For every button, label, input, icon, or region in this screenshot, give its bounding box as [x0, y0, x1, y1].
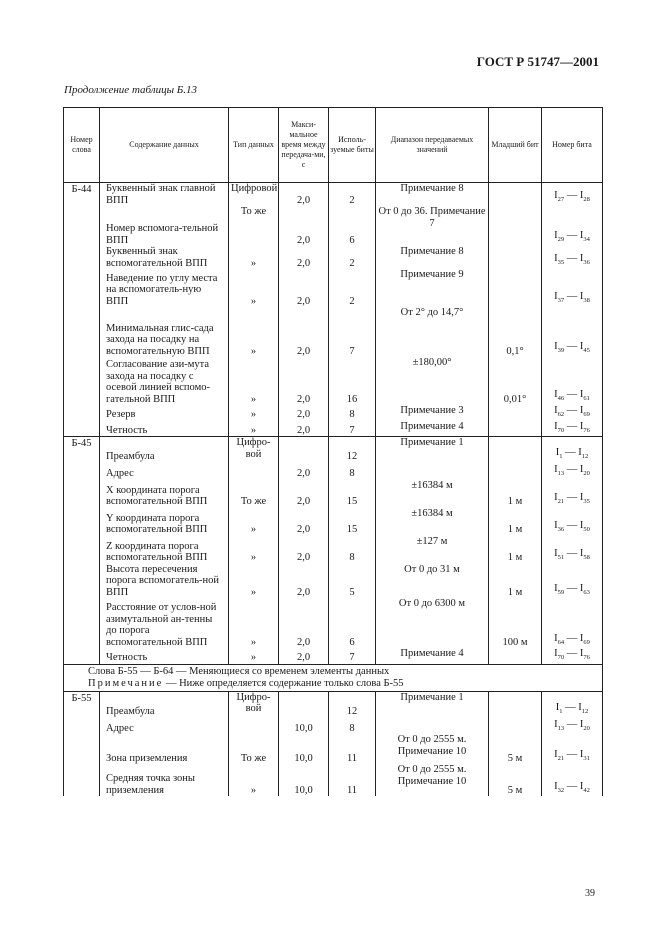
bit-numbers [542, 564, 603, 599]
bit-range: $I_{27}$ — $I_{28}$ [554, 190, 590, 204]
bit-end: 20 [583, 470, 590, 478]
data-type: » [229, 508, 279, 536]
max-interval: 10,0 [279, 734, 329, 764]
used-bits: 7 [329, 421, 376, 437]
data-content: Согласование ази-мута захода на посадку с осевой линией вспомо-гательной ВПП [100, 357, 229, 405]
bit-range: $I_{37}$ — $I_{38}$ [554, 291, 590, 305]
max-interval: 10,0 [279, 764, 329, 796]
data-content: Наведение по углу места на вспомогатель-ную ВПП [100, 269, 229, 307]
header-content: Содержание данных [100, 108, 229, 183]
used-bits: 8 [329, 536, 376, 564]
table-row [64, 648, 603, 664]
max-interval: 2,0 [279, 508, 329, 536]
data-type: То же [229, 734, 279, 764]
least-significant-bit: 1 м [489, 480, 542, 508]
data-type: » [229, 405, 279, 421]
bit-end: 50 [583, 526, 590, 534]
data-content: Резерв [100, 405, 229, 421]
bit-start: 70 [557, 654, 565, 662]
used-bits: 8 [329, 717, 376, 734]
data-type: » [229, 598, 279, 648]
bit-start: 21 [557, 754, 565, 762]
data-content: Номер вспомога-тельной ВПП [100, 206, 229, 246]
max-interval: 2,0 [279, 648, 329, 664]
max-interval: 2,0 [279, 246, 329, 269]
data-type [229, 717, 279, 734]
least-significant-bit [489, 648, 542, 664]
table-row [64, 405, 603, 421]
bit-start: 37 [557, 297, 565, 305]
data-content: Минимальная глис-сада захода на посадку на вспомогательную ВПП [100, 307, 229, 357]
table-row [64, 463, 603, 480]
least-significant-bit: 0,1° [489, 307, 542, 357]
bit-start: 29 [557, 236, 565, 244]
least-significant-bit: 1 м [489, 508, 542, 536]
used-bits: 5 [329, 564, 376, 599]
data-type: » [229, 269, 279, 307]
bit-range: $I_{64}$ — $I_{69}$ [554, 632, 590, 646]
value-range: От 0 до 6300 м [376, 598, 489, 648]
value-range: От 0 до 31 м [376, 564, 489, 599]
used-bits: 8 [329, 463, 376, 480]
value-range: Примечание 1 [376, 437, 489, 463]
table-row [64, 246, 603, 269]
max-interval: 2,0 [279, 564, 329, 599]
bit-start: 70 [557, 426, 565, 434]
data-content: Средняя точка зоны приземления [100, 764, 229, 796]
bit-end: 28 [583, 196, 590, 204]
max-interval [279, 437, 329, 463]
bit-numbers [542, 463, 603, 480]
value-range: ±127 м [376, 536, 489, 564]
bit-start: 59 [557, 588, 565, 596]
least-significant-bit: 0,01° [489, 357, 542, 405]
bit-start: 35 [557, 259, 565, 267]
data-content: Адрес [100, 463, 229, 480]
value-range: Примечание 4 [376, 648, 489, 664]
data-content: Адрес [100, 717, 229, 734]
table-continuation-caption: Продолжение таблицы Б.13 [64, 84, 198, 96]
value-range: ±180,00° [376, 357, 489, 405]
bit-numbers [542, 246, 603, 269]
bit-range: $I_{13}$ — $I_{20}$ [554, 464, 590, 478]
data-content: Y координата порога вспомогательной ВПП [100, 508, 229, 536]
bit-numbers [542, 691, 603, 717]
bit-range: $I_{35}$ — $I_{36}$ [554, 253, 590, 267]
bit-end: 61 [583, 395, 590, 403]
used-bits: 2 [329, 269, 376, 307]
bit-numbers [542, 437, 603, 463]
bit-start: 27 [557, 196, 565, 204]
least-significant-bit [489, 269, 542, 307]
bit-numbers [542, 764, 603, 796]
standard-number: ГОСТ Р 51747—2001 [476, 54, 599, 69]
bit-range: $I_{21}$ — $I_{35}$ [554, 492, 590, 506]
bit-start: 32 [557, 786, 565, 794]
note-text: — Ниже определяется содержание только слова Б-55 [163, 677, 404, 689]
header-word-no: Номер слова [64, 108, 100, 183]
bit-end: 12 [581, 707, 589, 715]
table-row [64, 437, 603, 463]
used-bits: 11 [329, 734, 376, 764]
used-bits: 2 [329, 183, 376, 207]
header-lsb: Младший бит [489, 108, 542, 183]
data-content: Расстояние от услов-ной азимутальной ан-тенны до порога вспомогательной ВПП [100, 598, 229, 648]
used-bits: 12 [329, 691, 376, 717]
data-content: Зона приземления [100, 734, 229, 764]
bit-range: $I_{51}$ — $I_{58}$ [554, 548, 590, 562]
bit-numbers [542, 183, 603, 207]
note-line [88, 678, 578, 690]
used-bits: 11 [329, 764, 376, 796]
data-content: Буквенный знак вспомогательной ВПП [100, 246, 229, 269]
bit-end: 69 [583, 411, 590, 419]
max-interval [279, 691, 329, 717]
value-range [376, 463, 489, 480]
value-range: Примечание 4 [376, 421, 489, 437]
header-used-bits: Исполь-зуемые биты [329, 108, 376, 183]
bit-end: 34 [583, 236, 590, 244]
header-range: Диапазон передаваемых значений [376, 108, 489, 183]
bit-range: $I_1$ — $I_{12}$ [555, 447, 589, 461]
table-row [64, 717, 603, 734]
least-significant-bit [489, 246, 542, 269]
value-range: От 2° до 14,7° [376, 307, 489, 357]
bit-range: $I_{70}$ — $I_{76}$ [554, 420, 590, 434]
least-significant-bit: 1 м [489, 536, 542, 564]
data-type: » [229, 246, 279, 269]
least-significant-bit: 5 м [489, 734, 542, 764]
table-row [64, 307, 603, 357]
max-interval: 2,0 [279, 598, 329, 648]
value-range: ±16384 м [376, 508, 489, 536]
used-bits: 8 [329, 405, 376, 421]
least-significant-bit: 1 м [489, 564, 542, 599]
used-bits: 15 [329, 480, 376, 508]
least-significant-bit [489, 421, 542, 437]
used-bits: 7 [329, 648, 376, 664]
least-significant-bit: 5 м [489, 764, 542, 796]
data-content: Четность [100, 648, 229, 664]
data-content: Преамбула [100, 437, 229, 463]
table-row [64, 269, 603, 307]
least-significant-bit [489, 183, 542, 207]
bit-start: 13 [557, 470, 565, 478]
max-interval: 2,0 [279, 463, 329, 480]
bit-numbers [542, 480, 603, 508]
bit-start: 36 [557, 526, 565, 534]
max-interval: 10,0 [279, 717, 329, 734]
table-header [64, 108, 603, 183]
bit-start: 62 [557, 411, 565, 419]
table-row [64, 734, 603, 764]
data-type: Цифро-вой [229, 437, 279, 463]
bit-range: $I_{62}$ — $I_{69}$ [554, 405, 590, 419]
bit-start: 64 [557, 638, 565, 646]
max-interval: 2,0 [279, 480, 329, 508]
value-range: Примечание 1 [376, 691, 489, 717]
bit-end: 42 [583, 786, 590, 794]
table-notes [64, 664, 603, 691]
data-type: » [229, 764, 279, 796]
least-significant-bit [489, 691, 542, 717]
least-significant-bit: 100 м [489, 598, 542, 648]
data-type: То же [229, 480, 279, 508]
bit-start: 51 [557, 554, 565, 562]
value-range: ±16384 м [376, 480, 489, 508]
bit-range: $I_1$ — $I_{12}$ [555, 701, 589, 715]
bit-range: $I_{21}$ — $I_{31}$ [554, 748, 590, 762]
bit-end: 45 [583, 347, 590, 355]
data-table [63, 107, 603, 796]
words-changing-note: Слова Б-55 — Б-64 — Меняющиеся со временем элементы данных [88, 665, 390, 677]
used-bits: 7 [329, 307, 376, 357]
max-interval: 2,0 [279, 536, 329, 564]
header-max-time: Макси-мальное время между передача-ми, с [279, 108, 329, 183]
data-type: Цифровой [229, 183, 279, 207]
bit-start: 1 [559, 707, 563, 715]
data-type [229, 463, 279, 480]
value-range: От 0 до 2555 м. Примечание 10 [376, 734, 489, 764]
bit-range: $I_{39}$ — $I_{45}$ [554, 341, 590, 355]
bit-end: 76 [583, 654, 590, 662]
max-interval: 2,0 [279, 269, 329, 307]
bit-start: 13 [557, 724, 565, 732]
least-significant-bit [489, 405, 542, 421]
bit-start: 46 [557, 395, 565, 403]
bit-end: 38 [583, 297, 590, 305]
bit-end: 35 [583, 498, 590, 506]
bit-range: $I_{29}$ — $I_{34}$ [554, 230, 590, 244]
table-row [64, 564, 603, 599]
data-content: Z координата порога вспомогательной ВПП [100, 536, 229, 564]
value-range: Примечание 8 [376, 183, 489, 207]
value-range [376, 717, 489, 734]
table-row [64, 421, 603, 437]
bit-end: 31 [583, 754, 590, 762]
bit-numbers [542, 648, 603, 664]
bit-end: 12 [581, 453, 589, 461]
data-content: Высота пересечения порога вспомогатель-ной ВПП [100, 564, 229, 599]
table-row [64, 598, 603, 648]
used-bits: 16 [329, 357, 376, 405]
bit-range: $I_{59}$ — $I_{63}$ [554, 582, 590, 596]
data-type: » [229, 648, 279, 664]
data-content: Четность [100, 421, 229, 437]
bit-start: 1 [559, 453, 563, 461]
value-range: Примечание 8 [376, 246, 489, 269]
data-type: То же [229, 206, 279, 246]
data-type: » [229, 564, 279, 599]
data-content: X координата порога вспомогательной ВПП [100, 480, 229, 508]
bit-range: $I_{46}$ — $I_{61}$ [554, 389, 590, 403]
word-number: Б-55 [64, 691, 100, 796]
data-content: Буквенный знак главной ВПП [100, 183, 229, 207]
bit-end: 63 [583, 588, 590, 596]
bit-range: $I_{70}$ — $I_{76}$ [554, 648, 590, 662]
bit-numbers [542, 421, 603, 437]
data-type: » [229, 307, 279, 357]
bit-end: 76 [583, 426, 590, 434]
bit-range: $I_{36}$ — $I_{50}$ [554, 520, 590, 534]
note-label: Примечание [88, 677, 164, 689]
least-significant-bit [489, 463, 542, 480]
bit-end: 69 [583, 638, 590, 646]
max-interval: 2,0 [279, 421, 329, 437]
bit-numbers [542, 206, 603, 246]
least-significant-bit [489, 206, 542, 246]
used-bits: 12 [329, 437, 376, 463]
table-row [64, 764, 603, 796]
least-significant-bit [489, 437, 542, 463]
value-range: Примечание 9 [376, 269, 489, 307]
bit-numbers [542, 508, 603, 536]
data-type: » [229, 421, 279, 437]
bit-start: 21 [557, 498, 565, 506]
bit-numbers [542, 307, 603, 357]
page-number: 39 [585, 888, 595, 899]
used-bits: 15 [329, 508, 376, 536]
table-row [64, 508, 603, 536]
bit-numbers [542, 734, 603, 764]
data-content: Преамбула [100, 691, 229, 717]
data-type: Цифро-вой [229, 691, 279, 717]
table-row [64, 691, 603, 717]
table-row [64, 480, 603, 508]
max-interval: 2,0 [279, 307, 329, 357]
header-type: Тип данных [229, 108, 279, 183]
bit-range: $I_{13}$ — $I_{20}$ [554, 718, 590, 732]
word-number: Б-44 [64, 183, 100, 437]
table-row [64, 183, 603, 207]
value-range: От 0 до 2555 м. Примечание 10 [376, 764, 489, 796]
used-bits: 6 [329, 598, 376, 648]
max-interval: 2,0 [279, 206, 329, 246]
max-interval: 2,0 [279, 183, 329, 207]
used-bits: 6 [329, 206, 376, 246]
bit-numbers [542, 717, 603, 734]
bit-numbers [542, 405, 603, 421]
bit-numbers [542, 536, 603, 564]
table-body [64, 183, 603, 797]
data-type: » [229, 357, 279, 405]
value-range: Примечание 3 [376, 405, 489, 421]
word-number: Б-45 [64, 437, 100, 665]
bit-end: 36 [583, 259, 590, 267]
bit-end: 20 [583, 724, 590, 732]
header-bit-no: Номер бита [542, 108, 603, 183]
bit-numbers [542, 269, 603, 307]
bit-range: $I_{32}$ — $I_{42}$ [554, 780, 590, 794]
max-interval: 2,0 [279, 405, 329, 421]
bit-numbers [542, 598, 603, 648]
max-interval: 2,0 [279, 357, 329, 405]
bit-start: 39 [557, 347, 565, 355]
least-significant-bit [489, 717, 542, 734]
table-row [64, 206, 603, 246]
value-range: От 0 до 36. Примечание 7 [376, 206, 489, 246]
data-type: » [229, 536, 279, 564]
bit-numbers [542, 357, 603, 405]
used-bits: 2 [329, 246, 376, 269]
table-row [64, 536, 603, 564]
bit-end: 58 [583, 554, 590, 562]
table-row [64, 357, 603, 405]
